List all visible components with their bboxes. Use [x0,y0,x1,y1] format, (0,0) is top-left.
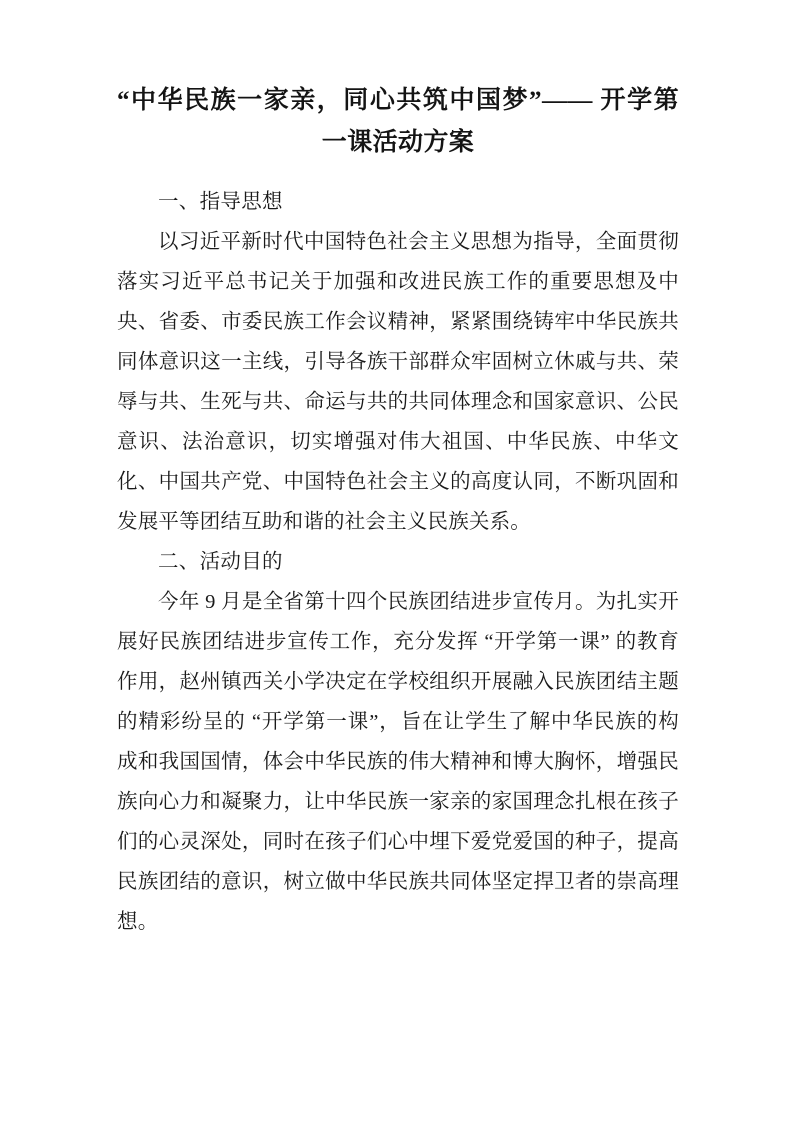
page-title: “中华民族一家亲，同心共筑中国梦”—— 开学第一课活动方案 [117,87,679,156]
section-2-paragraph-1: 今年 9 月是全省第十四个民族团结进步宣传月。为扎实开展好民族团结进步宣传工作，充分发挥 “开学第一课” 的教育作用，赵州镇西关小学决定在学校组织开展融入民族团结主题的精彩纷呈的 “开学第一课”，旨在让学生了解中华民族的构成和我国国情，体会中华民族的伟大精神和博大胸怀，增强民族向心力和凝聚力，让中华民族一家亲的家国理念扎根在孩子们的心灵深处，同时在孩子们心中埋下爱党爱国的种子，提高民族团结的意识，树立做中华民族共同体坚定捍卫者的崇高理想。 [117,591,679,933]
section-heading-1: 一、指导思想 [158,191,283,213]
section-heading-2: 二、活动目的 [158,551,283,573]
section-1-paragraph-1: 以习近平新时代中国特色社会主义思想为指导，全面贯彻落实习近平总书记关于加强和改进民族工作的重要思想及中央、省委、市委民族工作会议精神，紧紧围绕铸牢中华民族共同体意识这一主线，引导各族干部群众牢固树立休戚与共、荣辱与共、生死与共、命运与共的共同体理念和国家意识、公民意识、法治意识，切实增强对伟大祖国、中华民族、中华文化、中国共产党、中国特色社会主义的高度认同，不断巩固和发展平等团结互助和谐的社会主义民族关系。 [117,231,679,533]
document-content [117,80,679,942]
